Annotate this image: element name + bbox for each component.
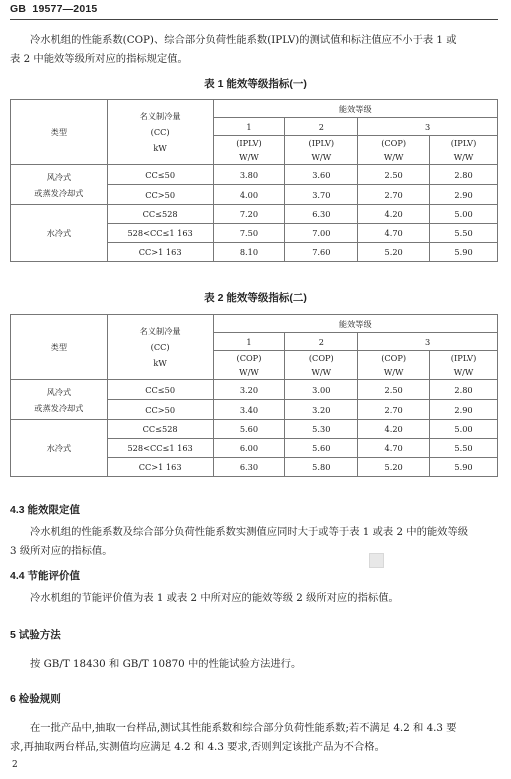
value-cell: 5.20 — [358, 243, 430, 262]
section-6-title: 6 检验规则 — [10, 693, 61, 705]
cc-cell: CC>50 — [107, 400, 213, 420]
section-4-3-title: 4.3 能效限定值 — [10, 504, 81, 516]
cc-header-line: (CC) — [150, 127, 170, 137]
value-cell: 5.90 — [430, 243, 498, 262]
value-cell: 5.90 — [430, 458, 498, 477]
value-cell: 6.30 — [213, 458, 285, 477]
table1-caption: 表 1 能效等级指标(一) — [204, 78, 307, 90]
type-cell — [11, 205, 108, 262]
section-4-3-text — [10, 523, 498, 561]
value-cell: 5.30 — [285, 420, 358, 439]
cc-cell: 528<CC≤1 163 — [107, 439, 213, 458]
header-rule — [10, 19, 498, 20]
table-row — [11, 380, 498, 400]
value-cell: 2.70 — [358, 400, 430, 420]
value-cell: 5.80 — [285, 458, 358, 477]
value-cell: 5.60 — [213, 420, 285, 439]
s6-line-2: 求,再抽取两台样品,实测值均应满足 4.2 和 4.3 要求,否则判定该批产品为不合格。 — [10, 741, 385, 753]
cc-cell: CC≤50 — [107, 380, 213, 400]
s43-line-2: 3 级所对应的指标值。 — [10, 545, 113, 557]
section-4-4-text — [10, 589, 498, 608]
cc-cell: CC>50 — [107, 185, 213, 205]
table2-caption: 表 2 能效等级指标(二) — [204, 292, 307, 304]
value-cell: 3.20 — [213, 380, 285, 400]
value-cell: 6.00 — [213, 439, 285, 458]
cc-header-line: (CC) — [150, 342, 170, 352]
value-cell: 8.10 — [213, 243, 285, 262]
metric-header: (COP) — [285, 351, 358, 366]
section-6-text — [10, 719, 498, 757]
value-cell: 4.70 — [358, 224, 430, 243]
type-line: 水冷式 — [46, 228, 72, 238]
value-cell: 5.00 — [430, 420, 498, 439]
intro-line-2: 表 2 中能效等级所对应的指标规定值。 — [10, 53, 188, 65]
value-cell: 5.60 — [285, 439, 358, 458]
value-cell: 7.00 — [285, 224, 358, 243]
unit-header: W/W — [358, 150, 430, 165]
unit-header: W/W — [430, 365, 498, 380]
value-cell: 7.20 — [213, 205, 285, 224]
cc-header — [107, 100, 213, 165]
intro-paragraph — [10, 31, 498, 69]
value-cell: 7.50 — [213, 224, 285, 243]
metric-header: (COP) — [358, 351, 430, 366]
grade-1: 1 — [213, 333, 285, 351]
cc-header-line: kW — [153, 143, 167, 153]
value-cell: 2.90 — [430, 185, 498, 205]
intro-line-1: 冷水机组的性能系数(COP)、综合部分负荷性能系数(IPLV)的测试值和标注值应不小于表 1 或 — [30, 34, 457, 46]
table2 — [10, 314, 498, 477]
cc-cell: CC>1 163 — [107, 243, 213, 262]
unit-header: W/W — [213, 365, 285, 380]
unit-header: W/W — [213, 150, 285, 165]
metric-header: (COP) — [213, 351, 285, 366]
section-5-text — [10, 655, 498, 674]
cc-cell: CC>1 163 — [107, 458, 213, 477]
type-cell — [11, 165, 108, 205]
grade-header: 能效等级 — [213, 100, 497, 118]
value-cell: 2.50 — [358, 380, 430, 400]
type-cell — [11, 380, 108, 420]
unit-header: W/W — [430, 150, 498, 165]
section-5-title: 5 试验方法 — [10, 629, 61, 641]
grade-header: 能效等级 — [213, 315, 497, 333]
value-cell: 3.60 — [285, 165, 358, 185]
value-cell: 6.30 — [285, 205, 358, 224]
cc-header-line: 名义制冷量 — [139, 111, 181, 121]
s5-line-1: 按 GB/T 18430 和 GB/T 10870 中的性能试验方法进行。 — [30, 658, 302, 670]
metric-header: (IPLV) — [285, 136, 358, 151]
value-cell: 4.70 — [358, 439, 430, 458]
s44-line-1: 冷水机组的节能评价值为表 1 或表 2 中所对应的能效等级 2 级所对应的指标值。 — [30, 592, 399, 604]
type-line: 或蒸发冷却式 — [34, 187, 84, 198]
grade-3: 3 — [358, 333, 498, 351]
unit-header: W/W — [358, 365, 430, 380]
cc-cell: CC≤528 — [107, 420, 213, 439]
scan-artifact-mark — [369, 553, 384, 568]
value-cell: 5.50 — [430, 224, 498, 243]
value-cell: 2.90 — [430, 400, 498, 420]
cc-cell: CC≤528 — [107, 205, 213, 224]
unit-header: W/W — [285, 150, 358, 165]
type-line: 风冷式 — [46, 386, 72, 397]
table-row — [11, 165, 498, 185]
cc-cell: CC≤50 — [107, 165, 213, 185]
value-cell: 3.20 — [285, 400, 358, 420]
value-cell: 3.70 — [285, 185, 358, 205]
value-cell: 5.00 — [430, 205, 498, 224]
doc-prefix: GB — [10, 3, 27, 15]
metric-header: (IPLV) — [430, 136, 498, 151]
type-cell — [11, 420, 108, 477]
value-cell: 5.50 — [430, 439, 498, 458]
value-cell: 3.00 — [285, 380, 358, 400]
value-cell: 3.40 — [213, 400, 285, 420]
doc-number: 19577—2015 — [32, 3, 98, 15]
type-line: 水冷式 — [46, 443, 72, 453]
type-line: 风冷式 — [46, 171, 72, 182]
value-cell: 2.70 — [358, 185, 430, 205]
value-cell: 4.20 — [358, 420, 430, 439]
cc-header-line: kW — [153, 358, 167, 368]
cc-header — [107, 315, 213, 380]
doc-header — [10, 3, 97, 15]
grade-3: 3 — [358, 118, 498, 136]
value-cell: 2.80 — [430, 380, 498, 400]
value-cell: 7.60 — [285, 243, 358, 262]
grade-2: 2 — [285, 333, 358, 351]
value-cell: 4.20 — [358, 205, 430, 224]
grade-1: 1 — [213, 118, 285, 136]
unit-header: W/W — [285, 365, 358, 380]
s43-line-1: 冷水机组的性能系数及综合部分负荷性能系数实测值应同时大于或等于表 1 或表 2 中的能效等级 — [30, 526, 469, 538]
value-cell: 5.20 — [358, 458, 430, 477]
value-cell: 2.80 — [430, 165, 498, 185]
type-header: 类型 — [11, 100, 108, 165]
value-cell: 4.00 — [213, 185, 285, 205]
table-row — [11, 420, 498, 439]
metric-header: (COP) — [358, 136, 430, 151]
metric-header: (IPLV) — [430, 351, 498, 366]
s6-line-1: 在一批产品中,抽取一台样品,测试其性能系数和综合部分负荷性能系数;若不满足 4.2 和 4.3 要 — [30, 722, 457, 734]
table1 — [10, 99, 498, 262]
type-line: 或蒸发冷却式 — [34, 402, 84, 413]
page-number: 2 — [12, 760, 18, 770]
metric-header: (IPLV) — [213, 136, 285, 151]
grade-2: 2 — [285, 118, 358, 136]
value-cell: 2.50 — [358, 165, 430, 185]
table-row — [11, 205, 498, 224]
cc-cell: 528<CC≤1 163 — [107, 224, 213, 243]
type-header: 类型 — [11, 315, 108, 380]
cc-header-line: 名义制冷量 — [139, 326, 181, 336]
value-cell: 3.80 — [213, 165, 285, 185]
section-4-4-title: 4.4 节能评价值 — [10, 570, 81, 582]
